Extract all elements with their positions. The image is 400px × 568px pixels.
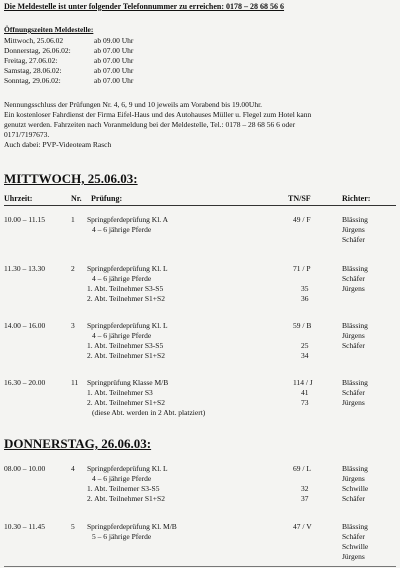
event-line: Springpferdeprüfung Kl. A bbox=[87, 215, 169, 224]
event-line: 2. Abt. Teilnehmer S1+S2 bbox=[87, 294, 165, 303]
event-line: 2. Abt. Teilnehmer S1+S2 bbox=[87, 494, 165, 503]
event-nr: 3 bbox=[71, 321, 75, 330]
event-tn: 114 / J bbox=[293, 378, 313, 387]
event-richter: Blässing bbox=[342, 215, 368, 224]
note-line: Ein kostenloser Fahrdienst der Firma Eifel-Haus und des Autohauses Müller u. Flegel zum Hotel kann bbox=[4, 110, 312, 119]
event-tn: 35 bbox=[301, 284, 309, 293]
event-line: 5 – 6 jährige Pferde bbox=[92, 532, 152, 541]
event-richter: Jürgens bbox=[342, 474, 365, 483]
event-line: 2. Abt. Teilnehmer S1+S2 bbox=[87, 398, 165, 407]
oeffnung-day: Samstag, 28.06.02: bbox=[4, 66, 62, 75]
oeffnung-day: Sonntag, 29.06.02: bbox=[4, 76, 61, 85]
event-tn: 59 / B bbox=[293, 321, 312, 330]
col-header-time: Uhrzeit: bbox=[4, 194, 33, 203]
event-richter: Blässing bbox=[342, 522, 368, 531]
oeffnung-time: ab 07.00 Uhr bbox=[94, 76, 134, 85]
event-line: 4 – 6 jährige Pferde bbox=[92, 274, 152, 283]
event-tn: 49 / F bbox=[293, 215, 311, 224]
event-richter: Schäfer bbox=[342, 274, 365, 283]
event-richter: Schäfer bbox=[342, 494, 365, 503]
note-line: Auch dabei: PVP-Videoteam Rasch bbox=[4, 140, 112, 149]
event-richter: Jürgens bbox=[342, 225, 365, 234]
day-heading: DONNERSTAG, 26.06.03: bbox=[4, 436, 152, 451]
event-tn: 25 bbox=[301, 341, 309, 350]
event-line: Springprüfung Klasse M/B bbox=[87, 378, 169, 387]
page-bottom-rule bbox=[4, 566, 396, 567]
event-line: Springpferdeprüfung Kl. L bbox=[87, 464, 168, 473]
event-richter: Schäfer bbox=[342, 235, 365, 244]
event-tn: 36 bbox=[301, 294, 309, 303]
event-line: Springpferdeprüfung Kl. L bbox=[87, 264, 168, 273]
event-line: 1. Abt. Teilnehmer S3-S5 bbox=[87, 341, 164, 350]
event-richter: Schwille bbox=[342, 542, 369, 551]
event-tn: 34 bbox=[301, 351, 309, 360]
event-richter: Jürgens bbox=[342, 398, 365, 407]
oeffnung-time: ab 07.00 Uhr bbox=[94, 66, 134, 75]
event-time: 14.00 – 16.00 bbox=[4, 321, 46, 330]
event-nr: 1 bbox=[71, 215, 75, 224]
event-richter: Schäfer bbox=[342, 341, 365, 350]
event-line: (diese Abt. werden in 2 Abt. platziert) bbox=[92, 408, 206, 417]
col-header-nr: Nr. bbox=[71, 194, 82, 203]
event-time: 16.30 – 20.00 bbox=[4, 378, 46, 387]
oeffnung-time: ab 07.00 Uhr bbox=[94, 56, 134, 65]
oeffnungszeiten-title: Öffnungszeiten Meldestelle: bbox=[4, 25, 94, 34]
event-nr: 5 bbox=[71, 522, 75, 531]
event-line: 4 – 6 jährige Pferde bbox=[92, 331, 152, 340]
event-richter: Jürgens bbox=[342, 331, 365, 340]
event-richter: Jürgens bbox=[342, 284, 365, 293]
oeffnung-time: ab 09.00 Uhr bbox=[94, 36, 134, 45]
col-header-tnsf: TN/SF bbox=[288, 194, 311, 203]
event-richter: Blässing bbox=[342, 378, 368, 387]
headline-phone: Die Meldestelle ist unter folgender Telefonnummer zu erreichen: 0178 – 28 68 56 6 bbox=[4, 2, 285, 11]
event-richter: Blässing bbox=[342, 464, 368, 473]
event-line: 4 – 6 jährige Pferde bbox=[92, 474, 152, 483]
event-tn: 47 / V bbox=[293, 522, 312, 531]
event-nr: 4 bbox=[71, 464, 75, 473]
event-line: 1. Abt. Teilnehmer S3-S5 bbox=[87, 284, 164, 293]
event-tn: 32 bbox=[301, 484, 309, 493]
event-richter: Schwille bbox=[342, 484, 369, 493]
note-line: Nennungsschluss der Prüfungen Nr. 4, 6, 9 und 10 jeweils am Vorabend bis 19.00Uhr. bbox=[4, 100, 263, 109]
event-line: 2. Abt. Teilnehmer S1+S2 bbox=[87, 351, 165, 360]
event-tn: 73 bbox=[301, 398, 309, 407]
event-time: 11.30 – 13.30 bbox=[4, 264, 45, 273]
note-line: genutzt werden. Fahrzeiten nach Voranmeldung bei der Meldestelle, Tel.: 0178 – 28 68 56 6 oder bbox=[4, 120, 296, 129]
event-richter: Jürgens bbox=[342, 552, 365, 561]
header-rule bbox=[4, 205, 396, 206]
event-tn: 69 / L bbox=[293, 464, 311, 473]
event-tn: 37 bbox=[301, 494, 309, 503]
event-time: 08.00 – 10.00 bbox=[4, 464, 46, 473]
event-nr: 2 bbox=[71, 264, 75, 273]
event-time: 10.00 – 11.15 bbox=[4, 215, 45, 224]
event-richter: Blässing bbox=[342, 264, 368, 273]
event-tn: 71 / P bbox=[293, 264, 311, 273]
event-line: 4 – 6 jährige Pferde bbox=[92, 225, 152, 234]
oeffnung-day: Mittwoch, 25.06.02 bbox=[4, 36, 64, 45]
col-header-richter: Richter: bbox=[342, 194, 371, 203]
col-header-pruefung: Prüfung: bbox=[91, 194, 123, 203]
event-time: 10.30 – 11.45 bbox=[4, 522, 45, 531]
event-line: Springpferdeprüfung Kl. L bbox=[87, 321, 168, 330]
day-heading: MITTWOCH, 25.06.03: bbox=[4, 171, 138, 186]
event-nr: 11 bbox=[71, 378, 79, 387]
event-richter: Schäfer bbox=[342, 532, 365, 541]
event-line: 1. Abt. Teilnemer S3-S5 bbox=[87, 484, 160, 493]
note-line: 0171/7197673. bbox=[4, 130, 50, 139]
oeffnung-day: Donnerstag, 26.06.02: bbox=[4, 46, 71, 55]
oeffnung-day: Freitag, 27.06.02: bbox=[4, 56, 58, 65]
event-richter: Schäfer bbox=[342, 388, 365, 397]
event-line: Springpferdeprüfung Kl. M/B bbox=[87, 522, 177, 531]
event-line: 1. Abt. Teilnehmer S3 bbox=[87, 388, 153, 397]
event-richter: Blässing bbox=[342, 321, 368, 330]
event-tn: 41 bbox=[301, 388, 309, 397]
oeffnung-time: ab 07.00 Uhr bbox=[94, 46, 134, 55]
